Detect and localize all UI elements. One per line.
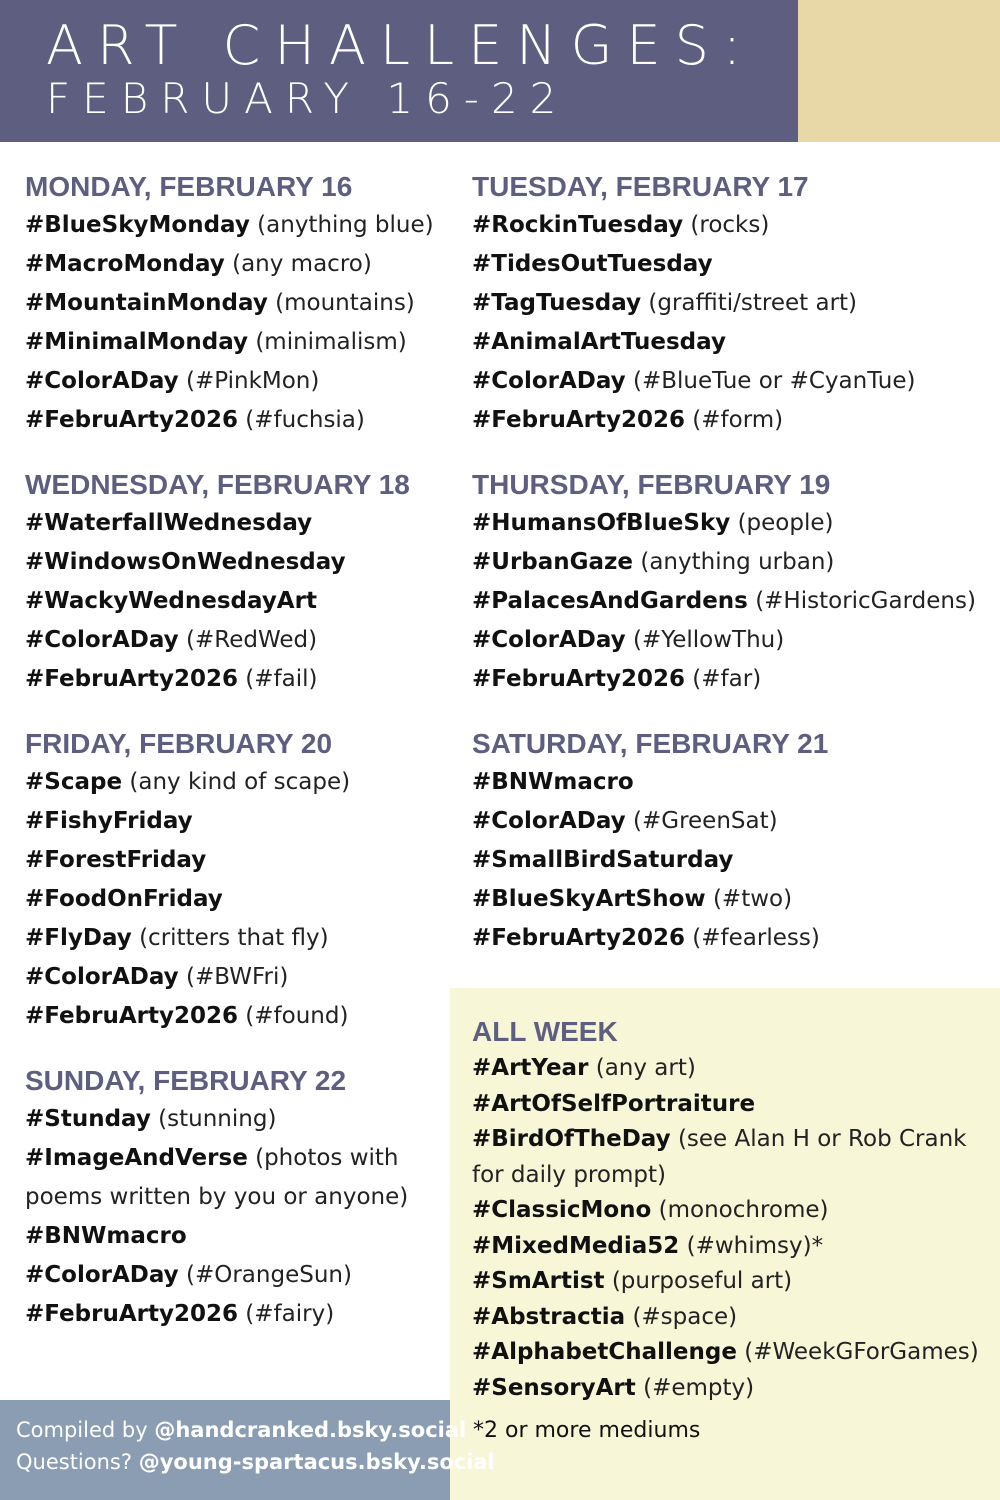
- hashtag: #UrbanGaze: [472, 549, 634, 575]
- challenge-entry: [25, 362, 445, 401]
- hashtag: #BNWmacro: [472, 769, 634, 795]
- hashtag: #ColorADay: [25, 368, 179, 394]
- day-heading: TUESDAY, FEBRUARY 17: [472, 171, 809, 202]
- hashtag-note: (anything urban): [640, 549, 835, 575]
- hashtag-note: (#space): [632, 1303, 738, 1330]
- challenge-entry: [25, 841, 445, 880]
- hashtag: #MacroMonday: [25, 251, 225, 277]
- hashtag-note: (anything blue): [257, 212, 434, 238]
- hashtag: #MixedMedia52: [472, 1232, 680, 1259]
- challenge-entry: [25, 958, 445, 997]
- all-week-section: [472, 1013, 987, 1406]
- hashtag-note: (#fairy): [245, 1301, 335, 1327]
- hashtag: #ColorADay: [472, 627, 626, 653]
- hashtag: #ColorADay: [472, 368, 626, 394]
- hashtag: #BirdOfTheDay: [472, 1126, 671, 1152]
- hashtag: #FebruArty2026: [25, 407, 238, 433]
- hashtag: #WackyWednesdayArt: [25, 588, 317, 614]
- challenge-entry: [25, 284, 445, 323]
- hashtag-note: (any art): [595, 1055, 696, 1081]
- challenge-entry: [472, 362, 992, 401]
- challenge-entry: [25, 206, 445, 245]
- challenge-entry: [25, 504, 445, 543]
- day-heading: ALL WEEK: [472, 1016, 618, 1047]
- challenge-entry: [25, 1139, 445, 1217]
- hashtag-note: (stunning): [158, 1106, 277, 1132]
- hashtag: #Stunday: [25, 1106, 151, 1132]
- challenge-entry: [472, 919, 992, 958]
- compiled-by-line: [16, 1418, 466, 1442]
- day-section-monday: [25, 168, 445, 440]
- hashtag: #SmallBirdSaturday: [472, 847, 734, 873]
- hashtag-note: (#empty): [643, 1374, 755, 1401]
- hashtag-note: (any macro): [232, 251, 372, 277]
- hashtag: #ColorADay: [25, 964, 179, 990]
- hashtag: #TagTuesday: [472, 290, 642, 316]
- hashtag: #ColorADay: [472, 808, 626, 834]
- hashtag-note: (monochrome): [658, 1197, 829, 1223]
- challenge-entry: [472, 1371, 987, 1407]
- hashtag-note: (#BlueTue or #CyanTue): [633, 368, 916, 394]
- challenge-entry: [472, 582, 992, 621]
- challenge-entry: [25, 621, 445, 660]
- hashtag-note: (purposeful art): [611, 1268, 793, 1294]
- hashtag-note: (#BWFri): [186, 964, 289, 990]
- header-accent-block: [798, 0, 1000, 142]
- hashtag-note: (#RedWed): [186, 627, 318, 653]
- hashtag: #BlueSkyArtShow: [472, 886, 706, 912]
- challenge-entry: [25, 880, 445, 919]
- challenge-entry: [25, 660, 445, 699]
- hashtag-note: (#fuchsia): [245, 407, 365, 433]
- day-heading: MONDAY, FEBRUARY 16: [25, 171, 353, 202]
- challenge-entry: [472, 1087, 987, 1123]
- hashtag: #BNWmacro: [25, 1223, 187, 1249]
- challenge-entry: [472, 1229, 987, 1265]
- hashtag: #MinimalMonday: [25, 329, 249, 355]
- day-section-thursday: [472, 466, 992, 699]
- hashtag-note: (photos with poems written by you or anyone): [25, 1145, 409, 1210]
- hashtag: #HumansOfBlueSky: [472, 510, 731, 536]
- day-heading: SUNDAY, FEBRUARY 22: [25, 1065, 347, 1096]
- hashtag-note: (any kind of scape): [129, 769, 351, 795]
- hashtag: #ImageAndVerse: [25, 1145, 248, 1171]
- challenge-entry: [25, 245, 445, 284]
- day-section-tuesday: [472, 168, 992, 440]
- challenge-entry: [472, 1193, 987, 1229]
- challenge-entry: [25, 997, 445, 1036]
- title-banner: [0, 0, 798, 142]
- hashtag: #SmArtist: [472, 1268, 605, 1294]
- challenge-entry: [25, 1256, 445, 1295]
- challenge-entry: [25, 1100, 445, 1139]
- challenge-entry: [472, 880, 992, 919]
- hashtag-note: (#fearless): [692, 925, 820, 951]
- page-subtitle: FEBRUARY 16-22: [46, 74, 569, 123]
- challenge-entry: [472, 763, 992, 802]
- hashtag-note: (#HistoricGardens): [755, 588, 976, 614]
- challenge-entry: [472, 660, 992, 699]
- hashtag: #MountainMonday: [25, 290, 268, 316]
- hashtag: #FlyDay: [25, 925, 132, 951]
- hashtag-note: (#two): [712, 886, 793, 912]
- hashtag-note: (#WeekGForGames): [744, 1339, 979, 1365]
- challenge-entry: [25, 1217, 445, 1256]
- challenge-entry: [472, 1335, 987, 1371]
- compiler-handle-link[interactable]: @handcranked.bsky.social: [154, 1418, 467, 1442]
- day-section-saturday: [472, 725, 992, 958]
- challenge-entry: [472, 1051, 987, 1087]
- challenge-entry: [25, 919, 445, 958]
- hashtag-note: (#fail): [245, 666, 318, 692]
- hashtag: #FebruArty2026: [472, 407, 685, 433]
- challenge-entry: [472, 323, 992, 362]
- hashtag: #ColorADay: [25, 1262, 179, 1288]
- hashtag-note: (#far): [692, 666, 762, 692]
- challenge-entry: [472, 1300, 987, 1336]
- challenge-entry: [472, 841, 992, 880]
- hashtag-note: (#found): [245, 1003, 349, 1029]
- hashtag: #FebruArty2026: [472, 925, 685, 951]
- hashtag-note: (minimalism): [255, 329, 407, 355]
- hashtag-note: (people): [737, 510, 834, 536]
- day-section-friday: [25, 725, 445, 1036]
- hashtag-note: (#whimsy)*: [686, 1232, 824, 1259]
- hashtag: #WaterfallWednesday: [25, 510, 313, 536]
- hashtag: #TidesOutTuesday: [472, 251, 713, 277]
- challenge-entry: [25, 401, 445, 440]
- challenge-entry: [472, 206, 992, 245]
- challenge-entry: [25, 802, 445, 841]
- challenge-entry: [25, 543, 445, 582]
- hashtag: #PalacesAndGardens: [472, 588, 748, 614]
- hashtag-note: (#PinkMon): [186, 368, 320, 394]
- footer-credits: [0, 1400, 495, 1500]
- challenge-entry: [472, 284, 992, 323]
- challenge-entry: [472, 802, 992, 841]
- hashtag: #ArtOfSelfPortraiture: [472, 1090, 756, 1117]
- challenge-entry: [472, 1122, 987, 1193]
- hashtag-note: (mountains): [275, 290, 415, 316]
- day-heading: THURSDAY, FEBRUARY 19: [472, 469, 831, 500]
- hashtag-note: (#YellowThu): [633, 627, 785, 653]
- hashtag: #ColorADay: [25, 627, 179, 653]
- hashtag-note: (#GreenSat): [633, 808, 778, 834]
- challenge-entry: [472, 401, 992, 440]
- challenge-entry: [25, 1295, 445, 1334]
- page-title: ART CHALLENGES:: [46, 14, 756, 77]
- challenge-entry: [25, 763, 445, 802]
- questions-label: Questions?: [16, 1450, 133, 1474]
- hashtag: #FishyFriday: [25, 808, 193, 834]
- hashtag: #ForestFriday: [25, 847, 207, 873]
- day-section-sunday: [25, 1062, 445, 1334]
- hashtag: #Scape: [25, 769, 123, 795]
- hashtag: #RockinTuesday: [472, 212, 684, 238]
- day-section-wednesday: [25, 466, 445, 699]
- challenge-entry: [25, 582, 445, 621]
- challenge-entry: [472, 504, 992, 543]
- hashtag: #Abstractia: [472, 1303, 626, 1330]
- challenge-entry: [472, 543, 992, 582]
- challenge-entry: [472, 1264, 987, 1300]
- hashtag: #FebruArty2026: [472, 666, 685, 692]
- hashtag-note: (graffiti/street art): [648, 290, 858, 316]
- contact-handle-link[interactable]: @young-spartacus.bsky.social: [138, 1450, 495, 1474]
- day-heading: SATURDAY, FEBRUARY 21: [472, 728, 829, 759]
- hashtag: #FoodOnFriday: [25, 886, 223, 912]
- hashtag-note: (see Alan H or Rob Crank for daily prompt): [472, 1126, 967, 1188]
- hashtag: #FebruArty2026: [25, 666, 238, 692]
- compiled-by-label: Compiled by: [16, 1418, 148, 1442]
- hashtag-note: (rocks): [690, 212, 770, 238]
- hashtag: #AlphabetChallenge: [472, 1339, 737, 1365]
- hashtag: #SensoryArt: [472, 1374, 636, 1401]
- hashtag-note: (#OrangeSun): [186, 1262, 352, 1288]
- footnote: *2 or more mediums: [473, 1418, 701, 1443]
- hashtag: #AnimalArtTuesday: [472, 329, 726, 355]
- hashtag: #ClassicMono: [472, 1197, 652, 1223]
- hashtag-note: (#form): [692, 407, 784, 433]
- hashtag-note: (critters that fly): [139, 925, 329, 951]
- hashtag: #WindowsOnWednesday: [25, 549, 346, 575]
- challenge-entry: [472, 621, 992, 660]
- hashtag: #BlueSkyMonday: [25, 212, 250, 238]
- questions-line: [16, 1450, 495, 1474]
- hashtag: #FebruArty2026: [25, 1301, 238, 1327]
- day-heading: WEDNESDAY, FEBRUARY 18: [25, 469, 410, 500]
- hashtag: #FebruArty2026: [25, 1003, 238, 1029]
- challenge-entry: [25, 323, 445, 362]
- hashtag: #ArtYear: [472, 1055, 589, 1081]
- day-heading: FRIDAY, FEBRUARY 20: [25, 728, 333, 759]
- challenge-entry: [472, 245, 992, 284]
